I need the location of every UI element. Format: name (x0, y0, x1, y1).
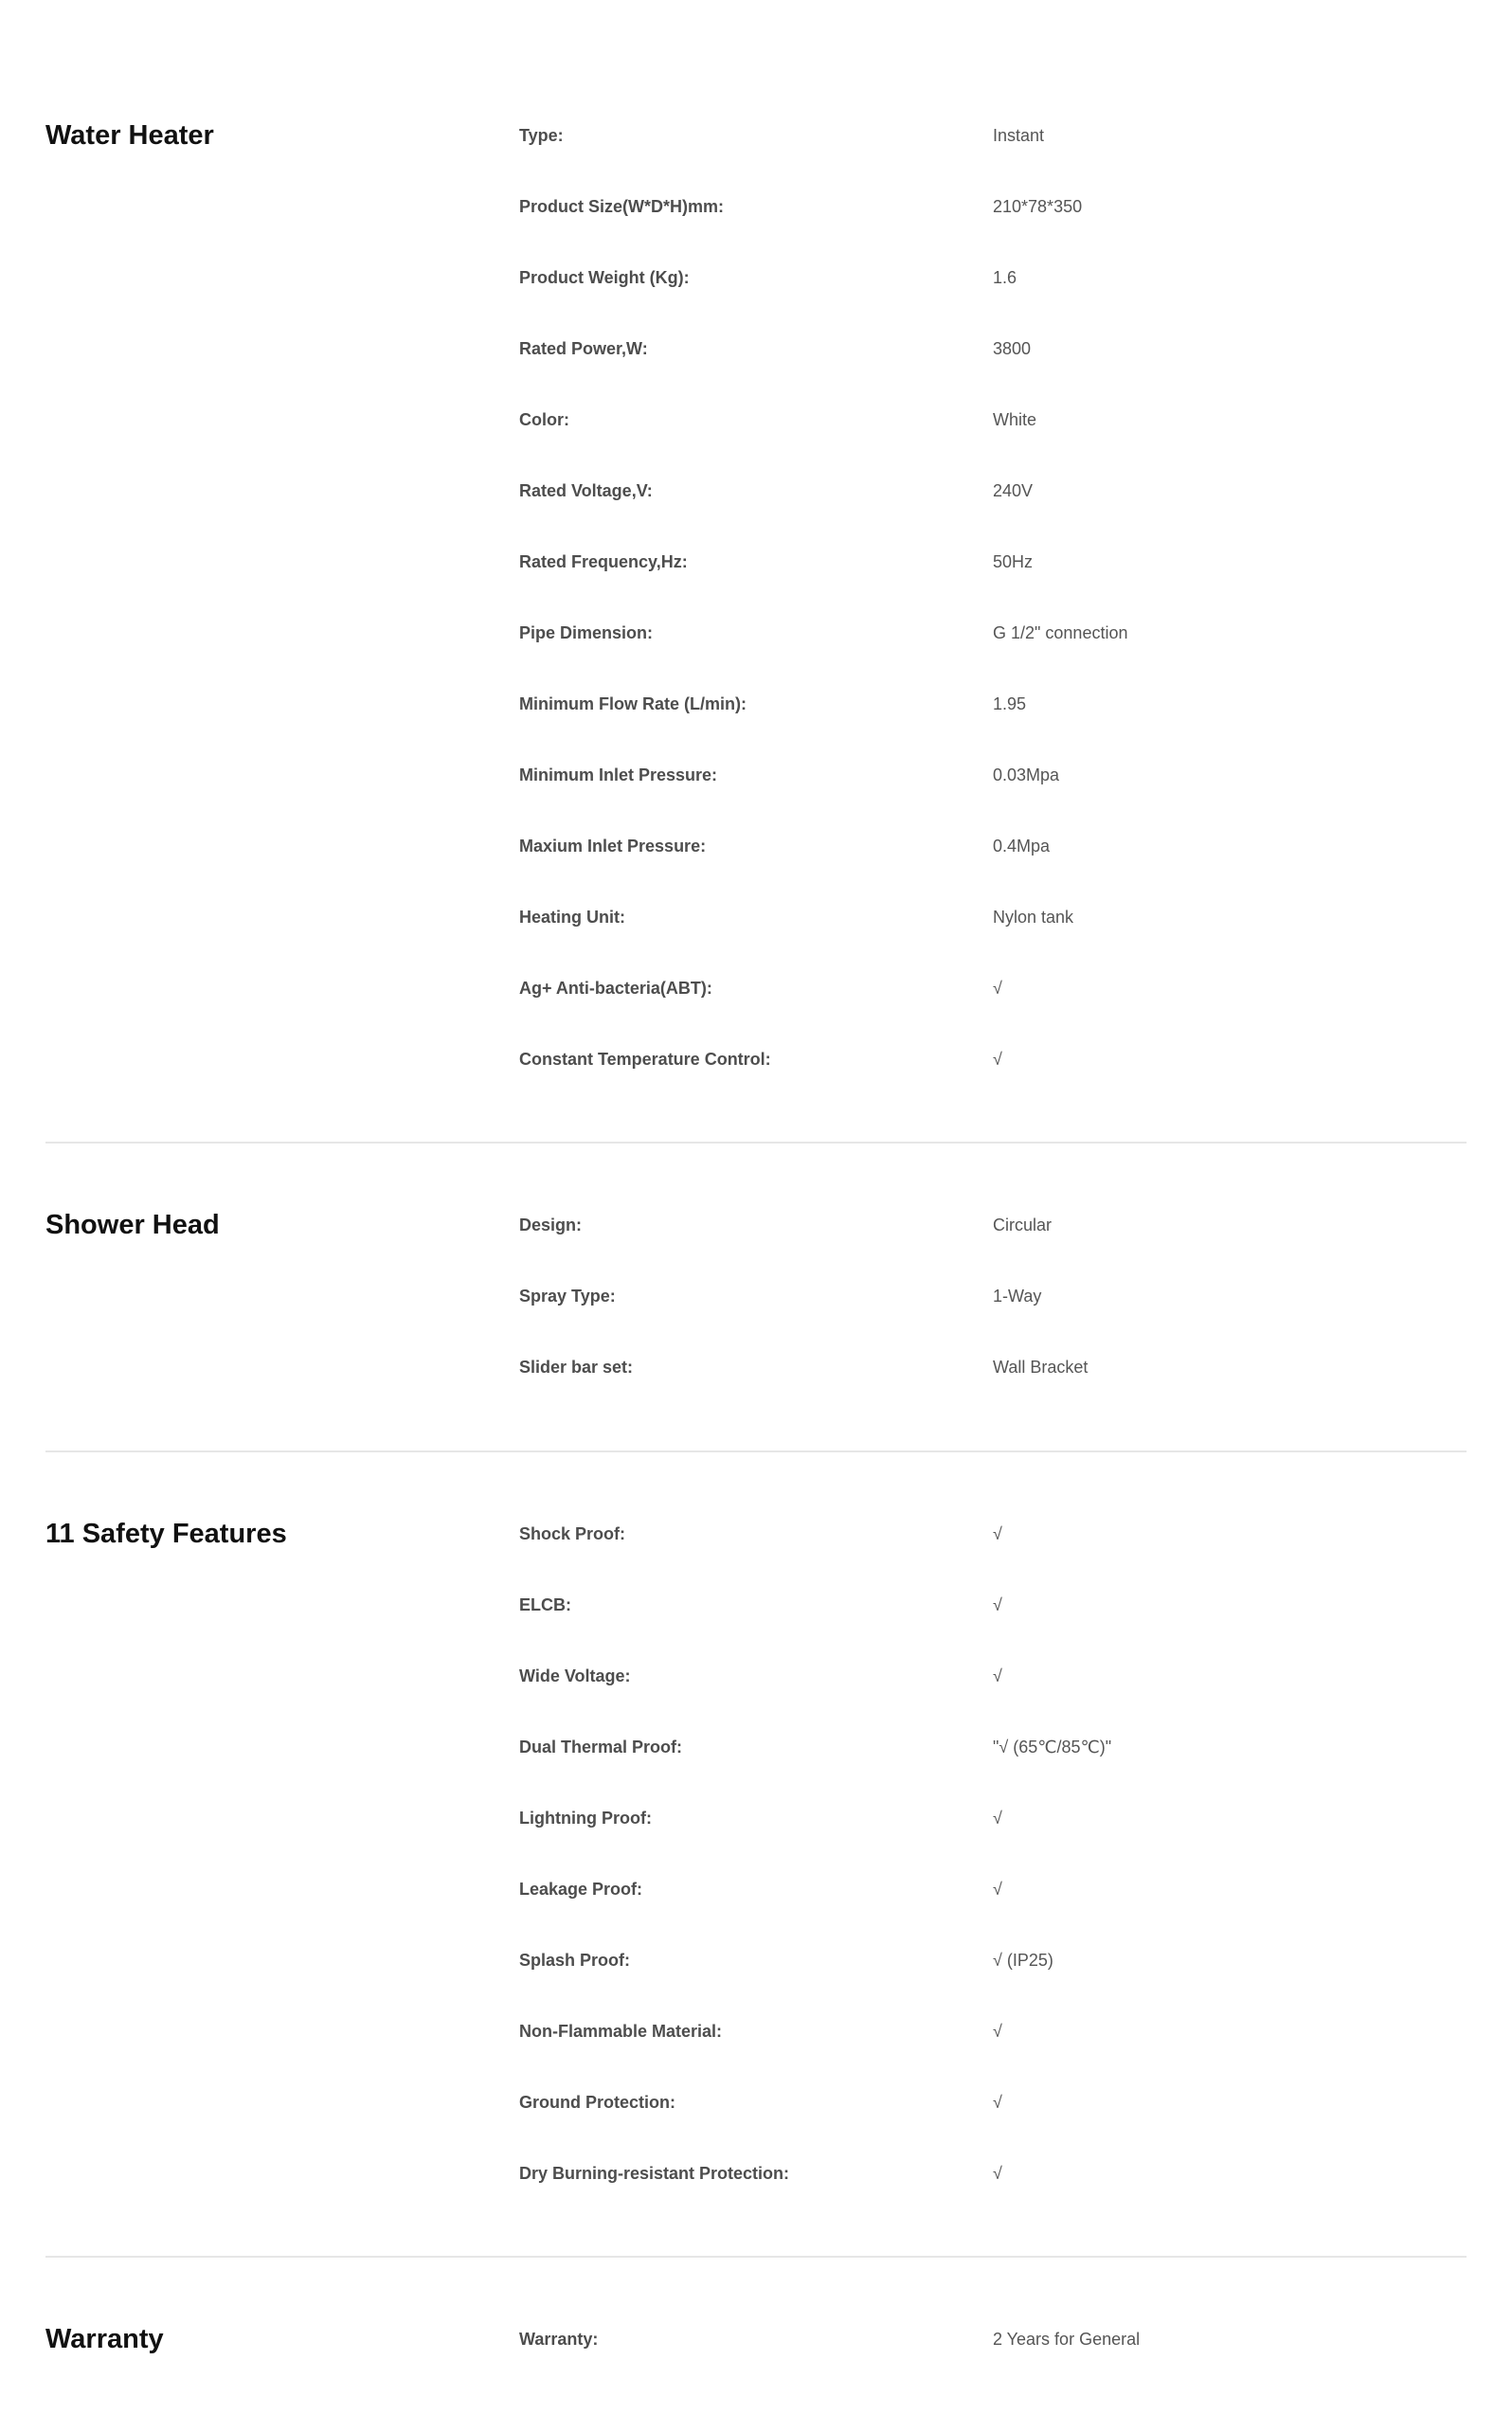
spec-row (519, 401, 1127, 472)
spec-row (519, 1870, 1111, 1941)
spec-value: √ (993, 1524, 1002, 1543)
spec-value: √ (993, 1666, 1002, 1685)
spec-label: Warranty: (519, 2330, 599, 2349)
spec-label: Rated Frequency,Hz: (519, 552, 688, 571)
spec-row (519, 1515, 1111, 1586)
spec-label: Lightning Proof: (519, 1809, 652, 1828)
spec-value: 210*78*350 (993, 197, 1083, 216)
spec-value: 240V (993, 481, 1034, 500)
spec-row (519, 1941, 1111, 2012)
spec-row (519, 2320, 1140, 2391)
spec-section-warranty (45, 2320, 1140, 2391)
spec-value: √ (993, 1595, 1002, 1614)
spec-row (519, 1586, 1111, 1657)
spec-label: Shock Proof: (519, 1524, 626, 1543)
spec-row (519, 543, 1127, 614)
spec-value: 1.95 (993, 694, 1027, 713)
section-title: Warranty (45, 2324, 164, 2354)
spec-label: Ag+ Anti-bacteria(ABT): (519, 979, 712, 998)
spec-label: Product Size(W*D*H)mm: (519, 197, 725, 216)
spec-row (519, 2012, 1111, 2083)
spec-value: Wall Bracket (993, 1358, 1089, 1377)
spec-row (519, 1657, 1111, 1728)
spec-row (519, 188, 1127, 259)
spec-value: G 1/2" connection (993, 623, 1128, 642)
spec-label: Splash Proof: (519, 1951, 631, 1970)
section-divider (45, 2256, 1467, 2258)
spec-value: 50Hz (993, 552, 1034, 571)
spec-rows (519, 1515, 1111, 2225)
spec-label: Heating Unit: (519, 908, 625, 927)
spec-section-water-heater (45, 117, 1127, 1111)
spec-label: Color: (519, 410, 569, 429)
spec-label: Type: (519, 126, 564, 145)
spec-row (519, 1799, 1111, 1870)
spec-row (519, 827, 1127, 898)
spec-row (519, 472, 1127, 543)
spec-rows (519, 117, 1127, 1111)
spec-row (519, 259, 1127, 330)
spec-label: Leakage Proof: (519, 1880, 643, 1899)
spec-value: "√ (65℃/85℃)" (993, 1738, 1112, 1756)
spec-label: Non-Flammable Material: (519, 2022, 723, 2041)
section-title: Water Heater (45, 120, 214, 151)
spec-value: 1.6 (993, 268, 1017, 287)
spec-row (519, 898, 1127, 969)
spec-label: Wide Voltage: (519, 1666, 631, 1685)
spec-row (519, 2154, 1111, 2225)
spec-value: √ (993, 2022, 1002, 2041)
spec-label: Spray Type: (519, 1287, 616, 1306)
spec-label: Pipe Dimension: (519, 623, 654, 642)
spec-section-shower-head (45, 1206, 1088, 1419)
spec-row (519, 614, 1127, 685)
spec-row (519, 685, 1127, 756)
section-title: Shower Head (45, 1210, 220, 1240)
section-divider (45, 1450, 1467, 1452)
spec-row (519, 756, 1127, 827)
spec-row (519, 1277, 1088, 1348)
spec-rows (519, 1206, 1088, 1419)
spec-label: ELCB: (519, 1595, 571, 1614)
spec-value: Nylon tank (993, 908, 1074, 927)
spec-value: 0.4Mpa (993, 837, 1051, 856)
spec-label: Ground Protection: (519, 2093, 675, 2112)
spec-value: 0.03Mpa (993, 766, 1060, 784)
spec-value: √ (IP25) (993, 1951, 1053, 1970)
spec-value: 2 Years for General (993, 2330, 1141, 2349)
spec-value: 3800 (993, 339, 1032, 358)
section-divider (45, 1142, 1467, 1144)
spec-row (519, 1040, 1127, 1111)
spec-label: Rated Voltage,V: (519, 481, 653, 500)
spec-row (519, 1206, 1088, 1277)
spec-label: Minimum Inlet Pressure: (519, 766, 718, 784)
spec-row (519, 330, 1127, 401)
spec-label: Slider bar set: (519, 1358, 634, 1377)
spec-value: Circular (993, 1216, 1053, 1234)
spec-value: √ (993, 2164, 1002, 2183)
spec-value: √ (993, 979, 1002, 998)
spec-section-safety-features (45, 1515, 1111, 2225)
spec-value: Instant (993, 126, 1045, 145)
spec-label: Product Weight (Kg): (519, 268, 690, 287)
spec-label: Rated Power,W: (519, 339, 648, 358)
spec-label: Maxium Inlet Pressure: (519, 837, 707, 856)
spec-row (519, 1348, 1088, 1419)
spec-label: Design: (519, 1216, 583, 1234)
spec-row (519, 2083, 1111, 2154)
spec-rows (519, 2320, 1140, 2391)
spec-value: √ (993, 1880, 1002, 1899)
spec-label: Constant Temperature Control: (519, 1050, 771, 1069)
spec-row (519, 117, 1127, 188)
spec-value: White (993, 410, 1037, 429)
spec-value: √ (993, 1809, 1002, 1828)
spec-label: Minimum Flow Rate (L/min): (519, 694, 747, 713)
spec-row (519, 1728, 1111, 1799)
spec-row (519, 969, 1127, 1040)
spec-label: Dual Thermal Proof: (519, 1738, 683, 1756)
spec-value: 1-Way (993, 1287, 1042, 1306)
spec-value: √ (993, 2093, 1002, 2112)
section-title: 11 Safety Features (45, 1519, 287, 1549)
spec-value: √ (993, 1050, 1002, 1069)
spec-label: Dry Burning-resistant Protection: (519, 2164, 790, 2183)
